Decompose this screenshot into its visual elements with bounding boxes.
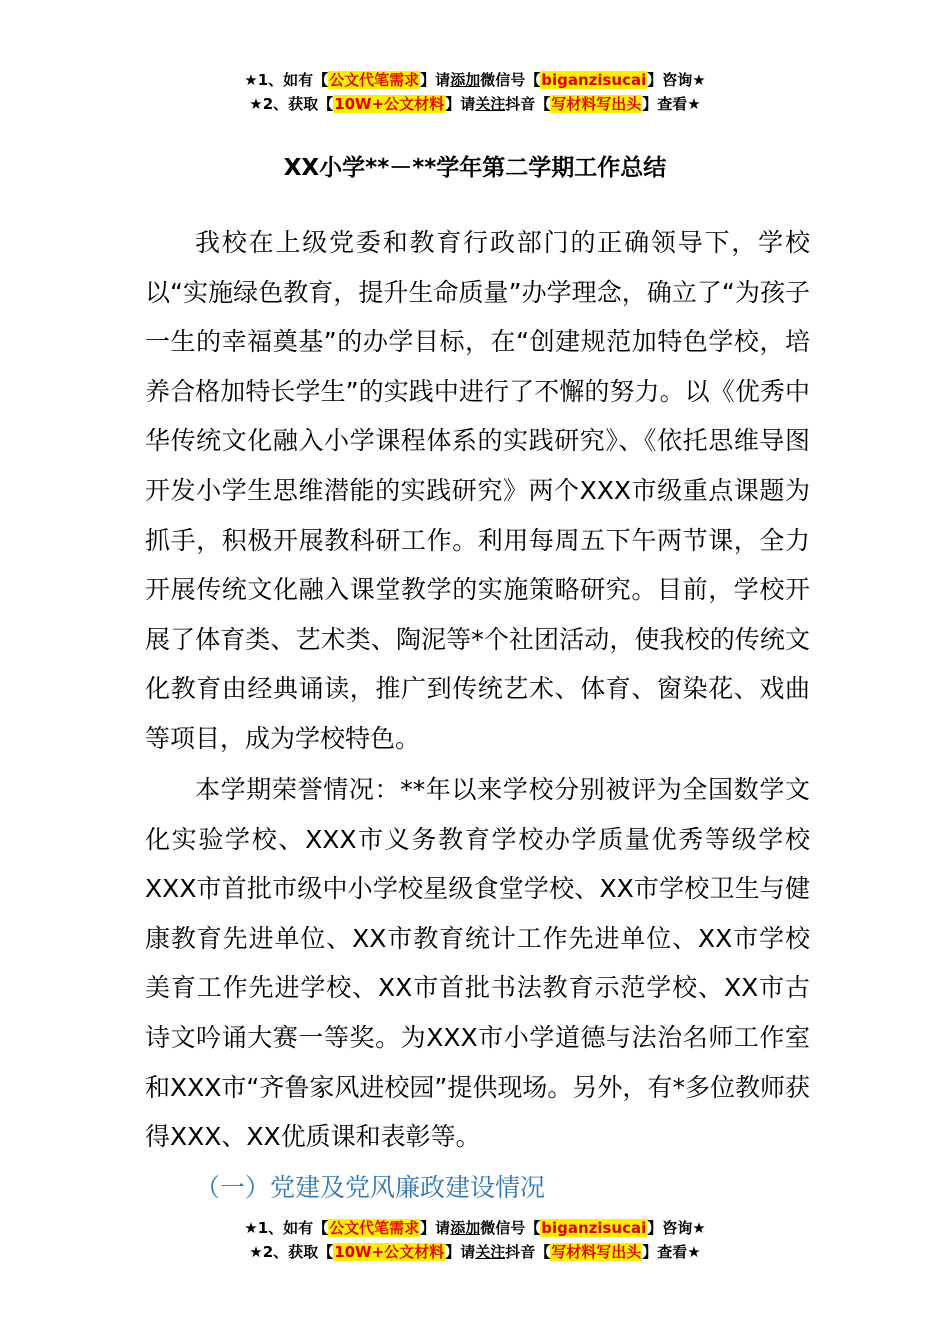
section-heading: （一）党建及党风廉政建设情况	[195, 1173, 546, 1202]
bottom-promo-banner	[0, 1217, 950, 1265]
promo-line-2: ★2、获取【10W+公文材料】请关注抖音【写材料写出头】查看★	[249, 95, 701, 113]
top-promo-banner	[0, 69, 950, 117]
paragraph-intro: 我校在上级党委和教育行政部门的正确领导下，学校以“实施绿色教育，提升生命质量”办学理念，确立了“为孩子一生的幸福奠基”的办学目标，在“创建规范加特色学校，培养合格加特长学生”的实践中进行了不懈的努力。以《优秀中华传统文化融入小学课程体系的实践研究》、《依托思维导图开发小学生思维潜能的实践研究》两个XXX市级重点课题为抓手，积极开展教科研工作。利用每周五下午两节课，全力开展传统文化融入课堂教学的实施策略研究。目前，学校开展了体育类、艺术类、陶泥等*个社团活动，使我校的传统文化教育由经典诵读，推广到传统艺术、体育、窗染花、戏曲等项目，成为学校特色。	[145, 228, 810, 753]
promo-highlight: 公文代笔需求	[329, 1219, 420, 1237]
document-title: XX小学**－**学年第二学期工作总结	[283, 155, 667, 181]
promo-highlight: 10W+公文材料	[334, 1243, 445, 1261]
douyin-id-highlight: 写材料写出头	[551, 95, 642, 113]
promo-highlight: 公文代笔需求	[329, 71, 420, 89]
body-section-honors	[145, 765, 810, 1162]
wechat-id-highlight: biganzisucai	[541, 1219, 647, 1237]
wechat-id-highlight: biganzisucai	[541, 71, 647, 89]
promo-highlight: 10W+公文材料	[334, 95, 445, 113]
body-section-intro	[145, 218, 810, 764]
promo-line-2: ★2、获取【10W+公文材料】请关注抖音【写材料写出头】查看★	[249, 1243, 701, 1261]
paragraph-honors: 本学期荣誉情况：**年以来学校分别被评为全国数学文化实验学校、XXX市义务教育学校办学质量优秀等级学校XXX市首批市级中小学校星级食堂学校、XX市学校卫生与健康教育先进单位、XX市教育统计工作先进单位、XX市学校美育工作先进学校、XX市首批书法教育示范学校、XX市古诗文吟诵大赛一等奖。为XXX市小学道德与法治名师工作室和XXX市“齐鲁家风进校园”提供现场。另外，有*多位教师获得XXX、XX优质课和表彰等。	[145, 775, 810, 1152]
douyin-id-highlight: 写材料写出头	[551, 1243, 642, 1261]
promo-line-1: ★1、如有【公文代笔需求】请添加微信号【biganzisucai】咨询★	[244, 1219, 706, 1237]
promo-line-1: ★1、如有【公文代笔需求】请添加微信号【biganzisucai】咨询★	[244, 71, 706, 89]
